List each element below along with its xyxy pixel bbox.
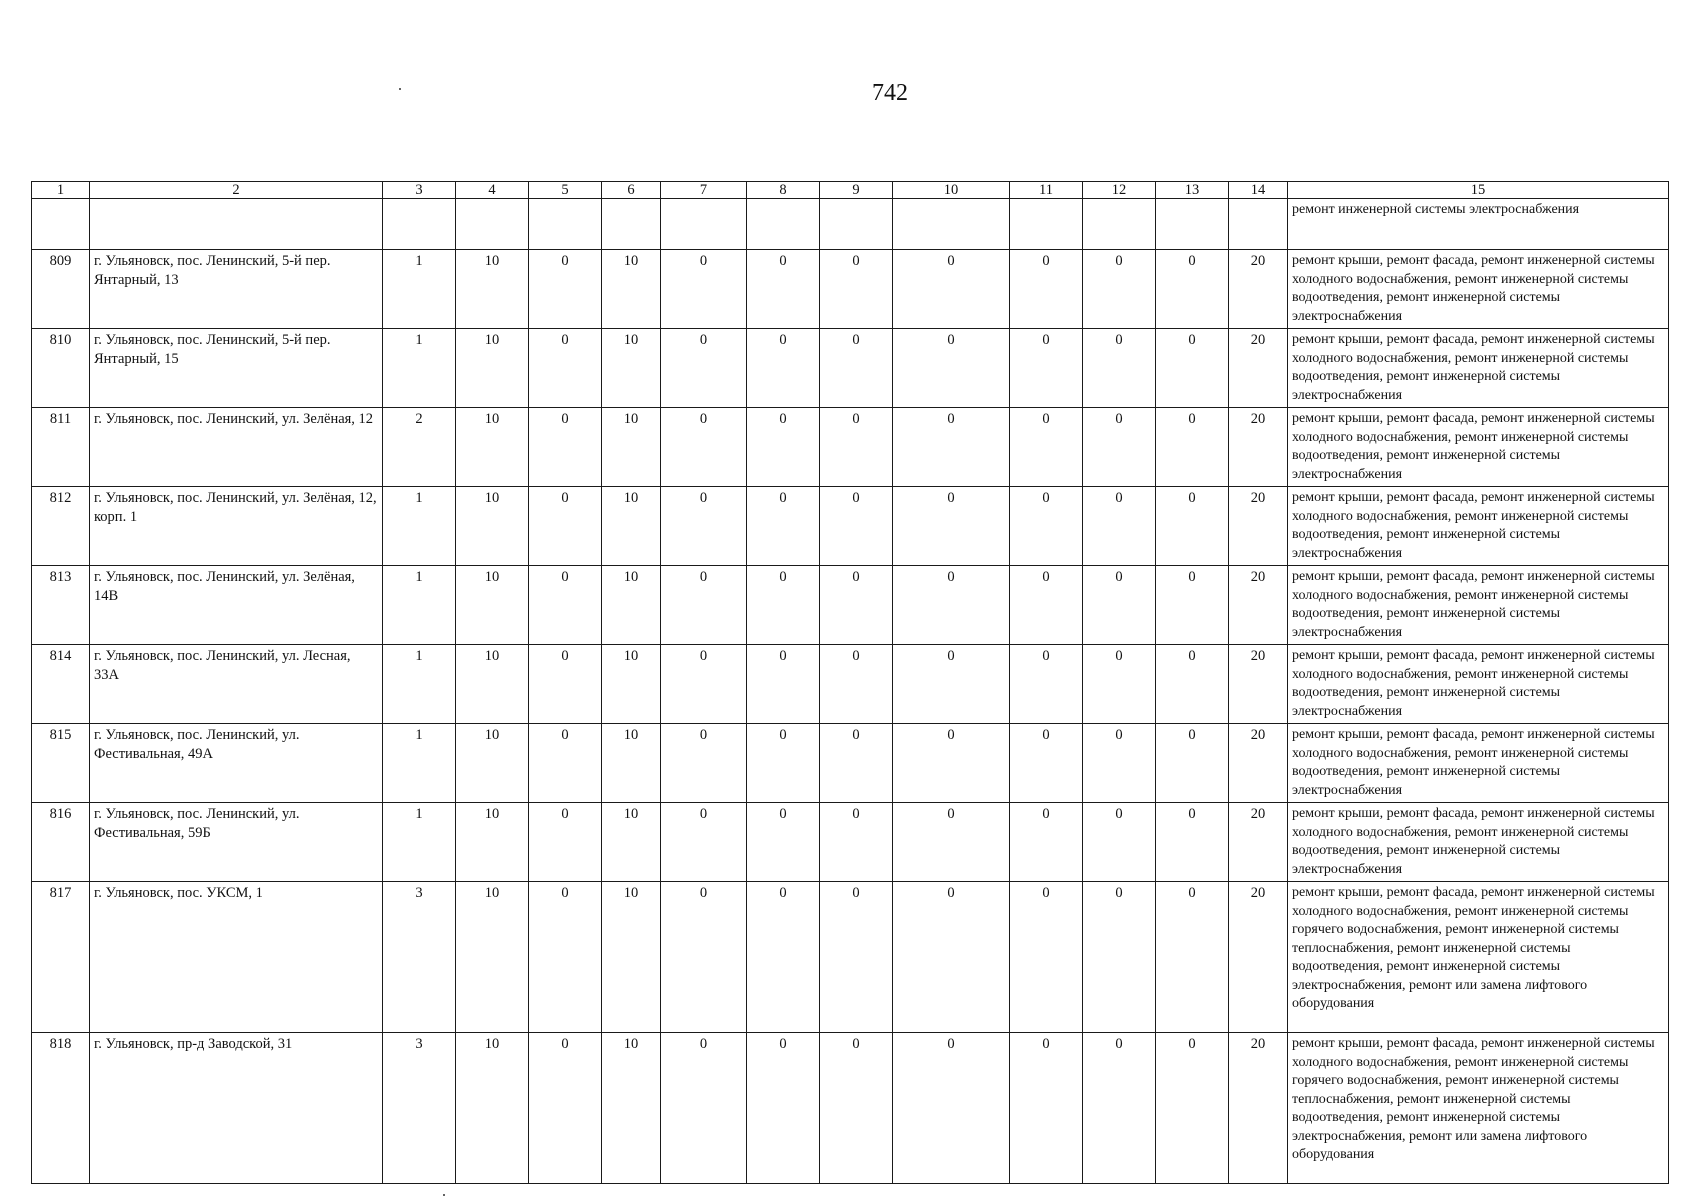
cell-c6: 10 bbox=[602, 724, 661, 803]
cell-no: 809 bbox=[32, 250, 90, 329]
cell-works: ремонт инженерной системы электроснабжения bbox=[1288, 199, 1669, 250]
cell-c11: 0 bbox=[1010, 803, 1083, 882]
cell-works: ремонт крыши, ремонт фасада, ремонт инженерной системы холодного водоснабжения, ремонт инженерной системы водоотведения, ремонт инженерной системы электроснабжения bbox=[1288, 724, 1669, 803]
cell-c5: 0 bbox=[529, 882, 602, 1033]
cell-c13: 0 bbox=[1156, 487, 1229, 566]
cell-c6: 10 bbox=[602, 882, 661, 1033]
cell-works: ремонт крыши, ремонт фасада, ремонт инженерной системы холодного водоснабжения, ремонт инженерной системы водоотведения, ремонт инженерной системы электроснабжения bbox=[1288, 408, 1669, 487]
cell-c13: 0 bbox=[1156, 645, 1229, 724]
cell-c3: 1 bbox=[383, 803, 456, 882]
cell-c3: 1 bbox=[383, 645, 456, 724]
cell-c5: 0 bbox=[529, 250, 602, 329]
cell-empty bbox=[1083, 199, 1156, 250]
cell-c11: 0 bbox=[1010, 1033, 1083, 1184]
cell-empty bbox=[1010, 199, 1083, 250]
cell-c4: 10 bbox=[456, 250, 529, 329]
cell-c6: 10 bbox=[602, 645, 661, 724]
cell-c10: 0 bbox=[893, 566, 1010, 645]
cell-c3: 1 bbox=[383, 329, 456, 408]
cell-c10: 0 bbox=[893, 645, 1010, 724]
housing-repair-table bbox=[31, 181, 1669, 1184]
cell-c8: 0 bbox=[747, 724, 820, 803]
scan-speck bbox=[443, 1194, 445, 1196]
cell-no: 814 bbox=[32, 645, 90, 724]
cell-works: ремонт крыши, ремонт фасада, ремонт инженерной системы холодного водоснабжения, ремонт инженерной системы водоотведения, ремонт инженерной системы электроснабжения bbox=[1288, 645, 1669, 724]
cell-c10: 0 bbox=[893, 329, 1010, 408]
cell-c14: 20 bbox=[1229, 408, 1288, 487]
cell-c10: 0 bbox=[893, 803, 1010, 882]
cell-c8: 0 bbox=[747, 250, 820, 329]
cell-c7: 0 bbox=[661, 566, 747, 645]
cell-c12: 0 bbox=[1083, 566, 1156, 645]
cell-c7: 0 bbox=[661, 329, 747, 408]
cell-works: ремонт крыши, ремонт фасада, ремонт инженерной системы холодного водоснабжения, ремонт инженерной системы водоотведения, ремонт инженерной системы электроснабжения bbox=[1288, 329, 1669, 408]
cell-c7: 0 bbox=[661, 1033, 747, 1184]
cell-c8: 0 bbox=[747, 1033, 820, 1184]
cell-c3: 1 bbox=[383, 487, 456, 566]
cell-c13: 0 bbox=[1156, 408, 1229, 487]
cell-c4: 10 bbox=[456, 645, 529, 724]
cell-c8: 0 bbox=[747, 645, 820, 724]
cell-empty bbox=[1229, 199, 1288, 250]
cell-address: г. Ульяновск, пос. Ленинский, ул. Зелёная, 12 bbox=[90, 408, 383, 487]
cell-c12: 0 bbox=[1083, 487, 1156, 566]
cell-c5: 0 bbox=[529, 1033, 602, 1184]
cell-c12: 0 bbox=[1083, 645, 1156, 724]
cell-c13: 0 bbox=[1156, 1033, 1229, 1184]
cell-c7: 0 bbox=[661, 408, 747, 487]
cell-empty bbox=[602, 199, 661, 250]
cell-c9: 0 bbox=[820, 882, 893, 1033]
cell-c10: 0 bbox=[893, 882, 1010, 1033]
cell-c11: 0 bbox=[1010, 408, 1083, 487]
cell-c7: 0 bbox=[661, 487, 747, 566]
cell-c13: 0 bbox=[1156, 250, 1229, 329]
column-number-2: 2 bbox=[90, 182, 383, 199]
column-number-7: 7 bbox=[661, 182, 747, 199]
cell-c8: 0 bbox=[747, 487, 820, 566]
cell-c11: 0 bbox=[1010, 329, 1083, 408]
cell-c11: 0 bbox=[1010, 645, 1083, 724]
cell-c3: 1 bbox=[383, 566, 456, 645]
cell-c12: 0 bbox=[1083, 329, 1156, 408]
cell-c7: 0 bbox=[661, 250, 747, 329]
cell-c13: 0 bbox=[1156, 803, 1229, 882]
column-number-8: 8 bbox=[747, 182, 820, 199]
cell-c9: 0 bbox=[820, 250, 893, 329]
cell-c14: 20 bbox=[1229, 329, 1288, 408]
table-row bbox=[32, 487, 1669, 566]
column-number-9: 9 bbox=[820, 182, 893, 199]
column-number-6: 6 bbox=[602, 182, 661, 199]
cell-c5: 0 bbox=[529, 803, 602, 882]
cell-c9: 0 bbox=[820, 408, 893, 487]
cell-c3: 3 bbox=[383, 1033, 456, 1184]
cell-no: 810 bbox=[32, 329, 90, 408]
column-number-15: 15 bbox=[1288, 182, 1669, 199]
table-row bbox=[32, 1033, 1669, 1184]
cell-empty bbox=[661, 199, 747, 250]
table-row bbox=[32, 566, 1669, 645]
cell-c9: 0 bbox=[820, 487, 893, 566]
cell-c3: 2 bbox=[383, 408, 456, 487]
cell-c12: 0 bbox=[1083, 1033, 1156, 1184]
cell-c13: 0 bbox=[1156, 566, 1229, 645]
cell-c4: 10 bbox=[456, 408, 529, 487]
cell-c6: 10 bbox=[602, 408, 661, 487]
cell-c9: 0 bbox=[820, 1033, 893, 1184]
cell-no bbox=[32, 199, 90, 250]
cell-empty bbox=[747, 199, 820, 250]
cell-no: 813 bbox=[32, 566, 90, 645]
column-number-4: 4 bbox=[456, 182, 529, 199]
cell-c7: 0 bbox=[661, 803, 747, 882]
cell-works: ремонт крыши, ремонт фасада, ремонт инженерной системы холодного водоснабжения, ремонт инженерной системы горячего водоснабжения, ремонт инженерной системы теплоснабжения, ремонт инженерной системы водоотведения, ремонт инженерной системы электроснабжения, ремонт или замена лифтового оборудования bbox=[1288, 1033, 1669, 1184]
cell-c3: 1 bbox=[383, 724, 456, 803]
cell-c6: 10 bbox=[602, 329, 661, 408]
cell-c12: 0 bbox=[1083, 724, 1156, 803]
cell-empty bbox=[383, 199, 456, 250]
cell-c13: 0 bbox=[1156, 724, 1229, 803]
cell-c6: 10 bbox=[602, 566, 661, 645]
column-number-5: 5 bbox=[529, 182, 602, 199]
cell-c5: 0 bbox=[529, 566, 602, 645]
column-number-13: 13 bbox=[1156, 182, 1229, 199]
cell-c10: 0 bbox=[893, 724, 1010, 803]
table-body bbox=[32, 199, 1669, 1184]
cell-c12: 0 bbox=[1083, 408, 1156, 487]
column-number-12: 12 bbox=[1083, 182, 1156, 199]
cell-no: 818 bbox=[32, 1033, 90, 1184]
cell-no: 812 bbox=[32, 487, 90, 566]
cell-c8: 0 bbox=[747, 329, 820, 408]
table-header bbox=[32, 182, 1669, 199]
cell-c6: 10 bbox=[602, 250, 661, 329]
page-number: 742 bbox=[872, 80, 908, 106]
cell-empty bbox=[529, 199, 602, 250]
cell-empty bbox=[456, 199, 529, 250]
cell-c5: 0 bbox=[529, 487, 602, 566]
cell-c14: 20 bbox=[1229, 803, 1288, 882]
table-row bbox=[32, 645, 1669, 724]
cell-c13: 0 bbox=[1156, 329, 1229, 408]
cell-c4: 10 bbox=[456, 487, 529, 566]
cell-c6: 10 bbox=[602, 803, 661, 882]
cell-c12: 0 bbox=[1083, 803, 1156, 882]
table-row-carryover bbox=[32, 199, 1669, 250]
cell-c10: 0 bbox=[893, 250, 1010, 329]
cell-c4: 10 bbox=[456, 1033, 529, 1184]
cell-no: 816 bbox=[32, 803, 90, 882]
cell-c5: 0 bbox=[529, 724, 602, 803]
cell-c4: 10 bbox=[456, 882, 529, 1033]
table-row bbox=[32, 329, 1669, 408]
cell-c4: 10 bbox=[456, 724, 529, 803]
cell-c14: 20 bbox=[1229, 724, 1288, 803]
cell-address: г. Ульяновск, пос. Ленинский, ул. Зелёная, 12, корп. 1 bbox=[90, 487, 383, 566]
cell-c11: 0 bbox=[1010, 566, 1083, 645]
cell-address: г. Ульяновск, пос. Ленинский, ул. Фестивальная, 49А bbox=[90, 724, 383, 803]
cell-c13: 0 bbox=[1156, 882, 1229, 1033]
cell-c14: 20 bbox=[1229, 250, 1288, 329]
cell-c11: 0 bbox=[1010, 487, 1083, 566]
cell-c14: 20 bbox=[1229, 487, 1288, 566]
scan-speck bbox=[399, 88, 401, 90]
column-number-1: 1 bbox=[32, 182, 90, 199]
cell-c7: 0 bbox=[661, 724, 747, 803]
column-number-10: 10 bbox=[893, 182, 1010, 199]
table-row bbox=[32, 408, 1669, 487]
cell-c10: 0 bbox=[893, 408, 1010, 487]
cell-c9: 0 bbox=[820, 803, 893, 882]
cell-address: г. Ульяновск, пос. Ленинский, 5-й пер. Янтарный, 13 bbox=[90, 250, 383, 329]
cell-c3: 3 bbox=[383, 882, 456, 1033]
cell-address: г. Ульяновск, пос. Ленинский, ул. Зелёная, 14В bbox=[90, 566, 383, 645]
cell-c12: 0 bbox=[1083, 250, 1156, 329]
cell-c4: 10 bbox=[456, 329, 529, 408]
cell-empty bbox=[1156, 199, 1229, 250]
cell-works: ремонт крыши, ремонт фасада, ремонт инженерной системы холодного водоснабжения, ремонт инженерной системы водоотведения, ремонт инженерной системы электроснабжения bbox=[1288, 803, 1669, 882]
cell-c12: 0 bbox=[1083, 882, 1156, 1033]
column-number-14: 14 bbox=[1229, 182, 1288, 199]
cell-c14: 20 bbox=[1229, 1033, 1288, 1184]
cell-c14: 20 bbox=[1229, 645, 1288, 724]
cell-empty bbox=[893, 199, 1010, 250]
cell-c14: 20 bbox=[1229, 566, 1288, 645]
cell-works: ремонт крыши, ремонт фасада, ремонт инженерной системы холодного водоснабжения, ремонт инженерной системы водоотведения, ремонт инженерной системы электроснабжения bbox=[1288, 566, 1669, 645]
cell-c4: 10 bbox=[456, 566, 529, 645]
cell-empty bbox=[820, 199, 893, 250]
cell-c6: 10 bbox=[602, 487, 661, 566]
cell-address: г. Ульяновск, пос. Ленинский, 5-й пер. Янтарный, 15 bbox=[90, 329, 383, 408]
cell-works: ремонт крыши, ремонт фасада, ремонт инженерной системы холодного водоснабжения, ремонт инженерной системы водоотведения, ремонт инженерной системы электроснабжения bbox=[1288, 250, 1669, 329]
cell-works: ремонт крыши, ремонт фасада, ремонт инженерной системы холодного водоснабжения, ремонт инженерной системы горячего водоснабжения, ремонт инженерной системы теплоснабжения, ремонт инженерной системы водоотведения, ремонт инженерной системы электроснабжения, ремонт или замена лифтового оборудования bbox=[1288, 882, 1669, 1033]
table-row bbox=[32, 724, 1669, 803]
cell-c9: 0 bbox=[820, 566, 893, 645]
cell-address bbox=[90, 199, 383, 250]
cell-c3: 1 bbox=[383, 250, 456, 329]
cell-c14: 20 bbox=[1229, 882, 1288, 1033]
cell-c7: 0 bbox=[661, 882, 747, 1033]
cell-c8: 0 bbox=[747, 882, 820, 1033]
cell-c11: 0 bbox=[1010, 724, 1083, 803]
cell-c9: 0 bbox=[820, 645, 893, 724]
cell-address: г. Ульяновск, пос. Ленинский, ул. Фестивальная, 59Б bbox=[90, 803, 383, 882]
cell-c9: 0 bbox=[820, 724, 893, 803]
cell-c4: 10 bbox=[456, 803, 529, 882]
table-row bbox=[32, 250, 1669, 329]
cell-c5: 0 bbox=[529, 645, 602, 724]
cell-no: 817 bbox=[32, 882, 90, 1033]
cell-no: 811 bbox=[32, 408, 90, 487]
cell-c9: 0 bbox=[820, 329, 893, 408]
cell-address: г. Ульяновск, пос. Ленинский, ул. Лесная, 33А bbox=[90, 645, 383, 724]
column-number-3: 3 bbox=[383, 182, 456, 199]
cell-c7: 0 bbox=[661, 645, 747, 724]
cell-c5: 0 bbox=[529, 329, 602, 408]
cell-c10: 0 bbox=[893, 487, 1010, 566]
cell-works: ремонт крыши, ремонт фасада, ремонт инженерной системы холодного водоснабжения, ремонт инженерной системы водоотведения, ремонт инженерной системы электроснабжения bbox=[1288, 487, 1669, 566]
cell-c6: 10 bbox=[602, 1033, 661, 1184]
cell-c8: 0 bbox=[747, 803, 820, 882]
column-number-row bbox=[32, 182, 1669, 199]
cell-c11: 0 bbox=[1010, 250, 1083, 329]
cell-c8: 0 bbox=[747, 566, 820, 645]
cell-address: г. Ульяновск, пр-д Заводской, 31 bbox=[90, 1033, 383, 1184]
cell-c11: 0 bbox=[1010, 882, 1083, 1033]
cell-no: 815 bbox=[32, 724, 90, 803]
table-row bbox=[32, 803, 1669, 882]
cell-c5: 0 bbox=[529, 408, 602, 487]
column-number-11: 11 bbox=[1010, 182, 1083, 199]
table-row bbox=[32, 882, 1669, 1033]
cell-c10: 0 bbox=[893, 1033, 1010, 1184]
cell-address: г. Ульяновск, пос. УКСМ, 1 bbox=[90, 882, 383, 1033]
cell-c8: 0 bbox=[747, 408, 820, 487]
